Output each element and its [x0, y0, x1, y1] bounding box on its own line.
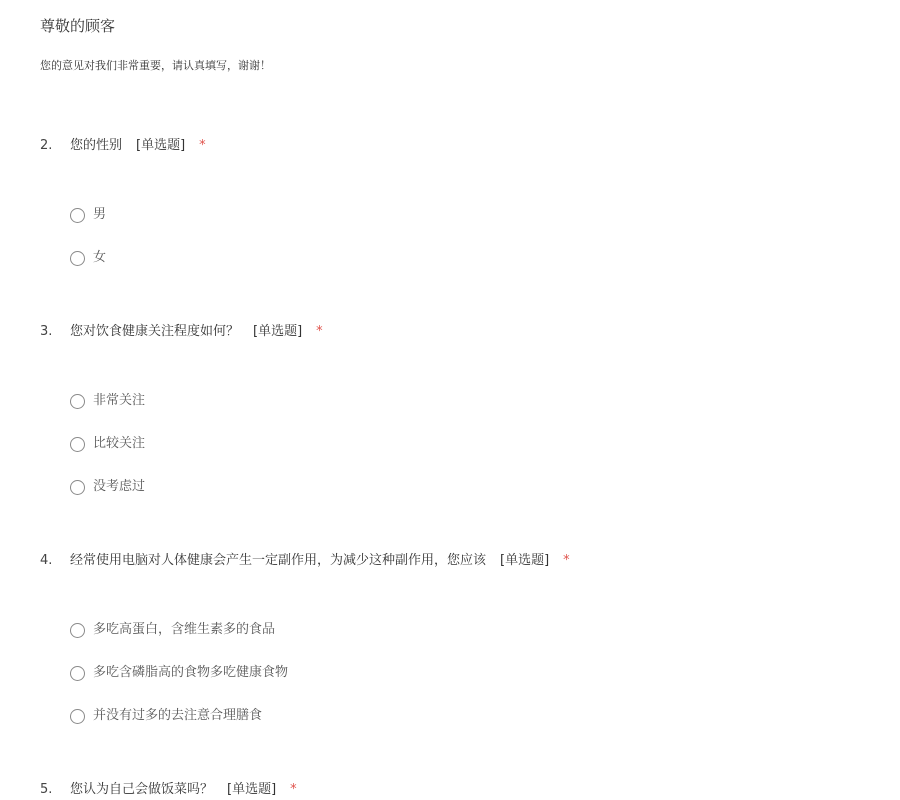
- question-text: [70, 321, 323, 343]
- question-type-tag: [单选题]: [500, 553, 550, 568]
- option-label[interactable]: 比较关注: [93, 436, 146, 451]
- question-number: 3.: [40, 324, 53, 339]
- required-asterisk: *: [199, 138, 206, 153]
- option-label[interactable]: 多吃高蛋白，含维生素多的食品: [93, 622, 276, 637]
- radio-button[interactable]: [70, 394, 85, 409]
- question-text: [70, 550, 570, 572]
- radio-option-fairly-concerned[interactable]: [70, 434, 145, 454]
- option-label[interactable]: 没考虑过: [93, 479, 146, 494]
- radio-button[interactable]: [70, 251, 85, 266]
- question-type-tag: [单选题]: [136, 138, 186, 153]
- required-asterisk: *: [316, 324, 323, 339]
- question-title: 经常使用电脑对人体健康会产生一定副作用，为减少这种副作用，您应该: [70, 553, 487, 568]
- option-label[interactable]: 男: [93, 207, 107, 222]
- radio-button[interactable]: [70, 666, 85, 681]
- option-label[interactable]: 并没有过多的去注意合理膳食: [93, 708, 263, 723]
- option-label[interactable]: 女: [93, 250, 107, 265]
- question-text: [70, 135, 206, 157]
- radio-button[interactable]: [70, 709, 85, 724]
- question-text: [70, 779, 297, 800]
- radio-button[interactable]: [70, 623, 85, 638]
- question-header: [0, 321, 900, 343]
- question-title: 您认为自己会做饭菜吗？: [70, 782, 214, 797]
- survey-title: 尊敬的顾客: [40, 17, 116, 35]
- radio-option-no-attention[interactable]: [70, 706, 262, 726]
- radio-option-high-protein[interactable]: [70, 620, 275, 640]
- radio-option-very-concerned[interactable]: [70, 391, 145, 411]
- radio-button[interactable]: [70, 437, 85, 452]
- survey-intro: 您的意见对我们非常重要，请认真填写，谢谢！: [40, 59, 271, 72]
- radio-option-never-considered[interactable]: [70, 477, 145, 497]
- question-title: 您的性别: [70, 138, 123, 153]
- required-asterisk: *: [563, 553, 570, 568]
- question-type-tag: [单选题]: [227, 782, 277, 797]
- radio-option-male[interactable]: [70, 205, 106, 225]
- option-label[interactable]: 非常关注: [93, 393, 146, 408]
- radio-button[interactable]: [70, 208, 85, 223]
- question-header: [0, 779, 900, 800]
- question-header: [0, 135, 900, 157]
- question-number: 2.: [40, 138, 53, 153]
- question-number: 4.: [40, 553, 53, 568]
- question-type-tag: [单选题]: [253, 324, 303, 339]
- radio-option-female[interactable]: [70, 248, 106, 268]
- radio-option-phospholipid[interactable]: [70, 663, 288, 683]
- option-label[interactable]: 多吃含磷脂高的食物多吃健康食物: [93, 665, 289, 680]
- required-asterisk: *: [290, 782, 297, 797]
- question-header: [0, 550, 900, 572]
- radio-button[interactable]: [70, 480, 85, 495]
- question-number: 5.: [40, 782, 53, 797]
- question-title: 您对饮食健康关注程度如何？: [70, 324, 240, 339]
